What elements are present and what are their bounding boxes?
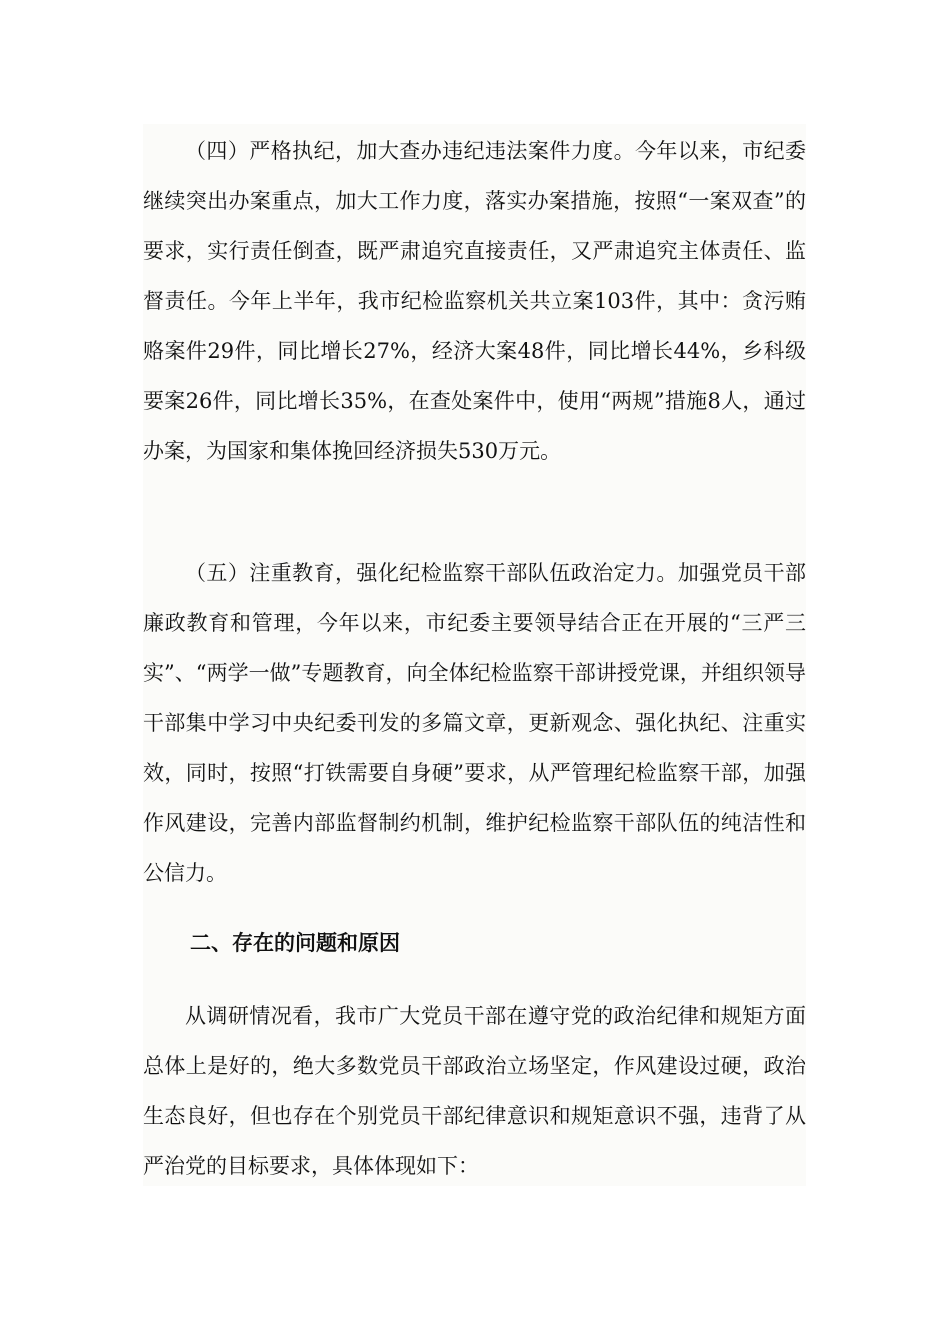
paragraph-education: （五）注重教育，强化纪检监察干部队伍政治定力。加强党员干部廉政教育和管理，今年以来，市纪委主要领导结合正在开展的“三严三实”、“两学一做”专题教育，向全体纪检监察干部讲授党课，并组织领导干部集中学习中央纪委刊发的多篇文章，更新观念、强化执纪、注重实效，同时，按照“打铁需要自身硬”要求，从严管理纪检监察干部，加强作风建设，完善内部监督制约机制，维护纪检监察干部队伍的纯洁性和公信力。 — [143, 561, 806, 885]
paragraph-problems-intro: 从调研情况看，我市广大党员干部在遵守党的政治纪律和规矩方面总体上是好的，绝大多数党员干部政治立场坚定，作风建设过硬，政治生态良好，但也存在个别党员干部纪律意识和规矩意识不强，违背了从严治党的目标要求，具体体现如下： — [143, 1004, 806, 1178]
section-heading: 二、存在的问题和原因 — [190, 930, 400, 955]
paragraph-discipline-enforcement: （四）严格执纪，加大查办违纪违法案件力度。今年以来，市纪委继续突出办案重点，加大工作力度，落实办案措施，按照“一案双查”的要求，实行责任倒查，既严肃追究直接责任，又严肃追究主体责任、监督责任。今年上半年，我市纪检监察机关共立案103件，其中：贪污贿赂案件29件，同比增长27%，经济大案48件，同比增长44%，乡科级要案26件，同比增长35%，在查处案件中，使用“两规”措施8人，通过办案，为国家和集体挽回经济损失530万元。 — [143, 139, 806, 463]
